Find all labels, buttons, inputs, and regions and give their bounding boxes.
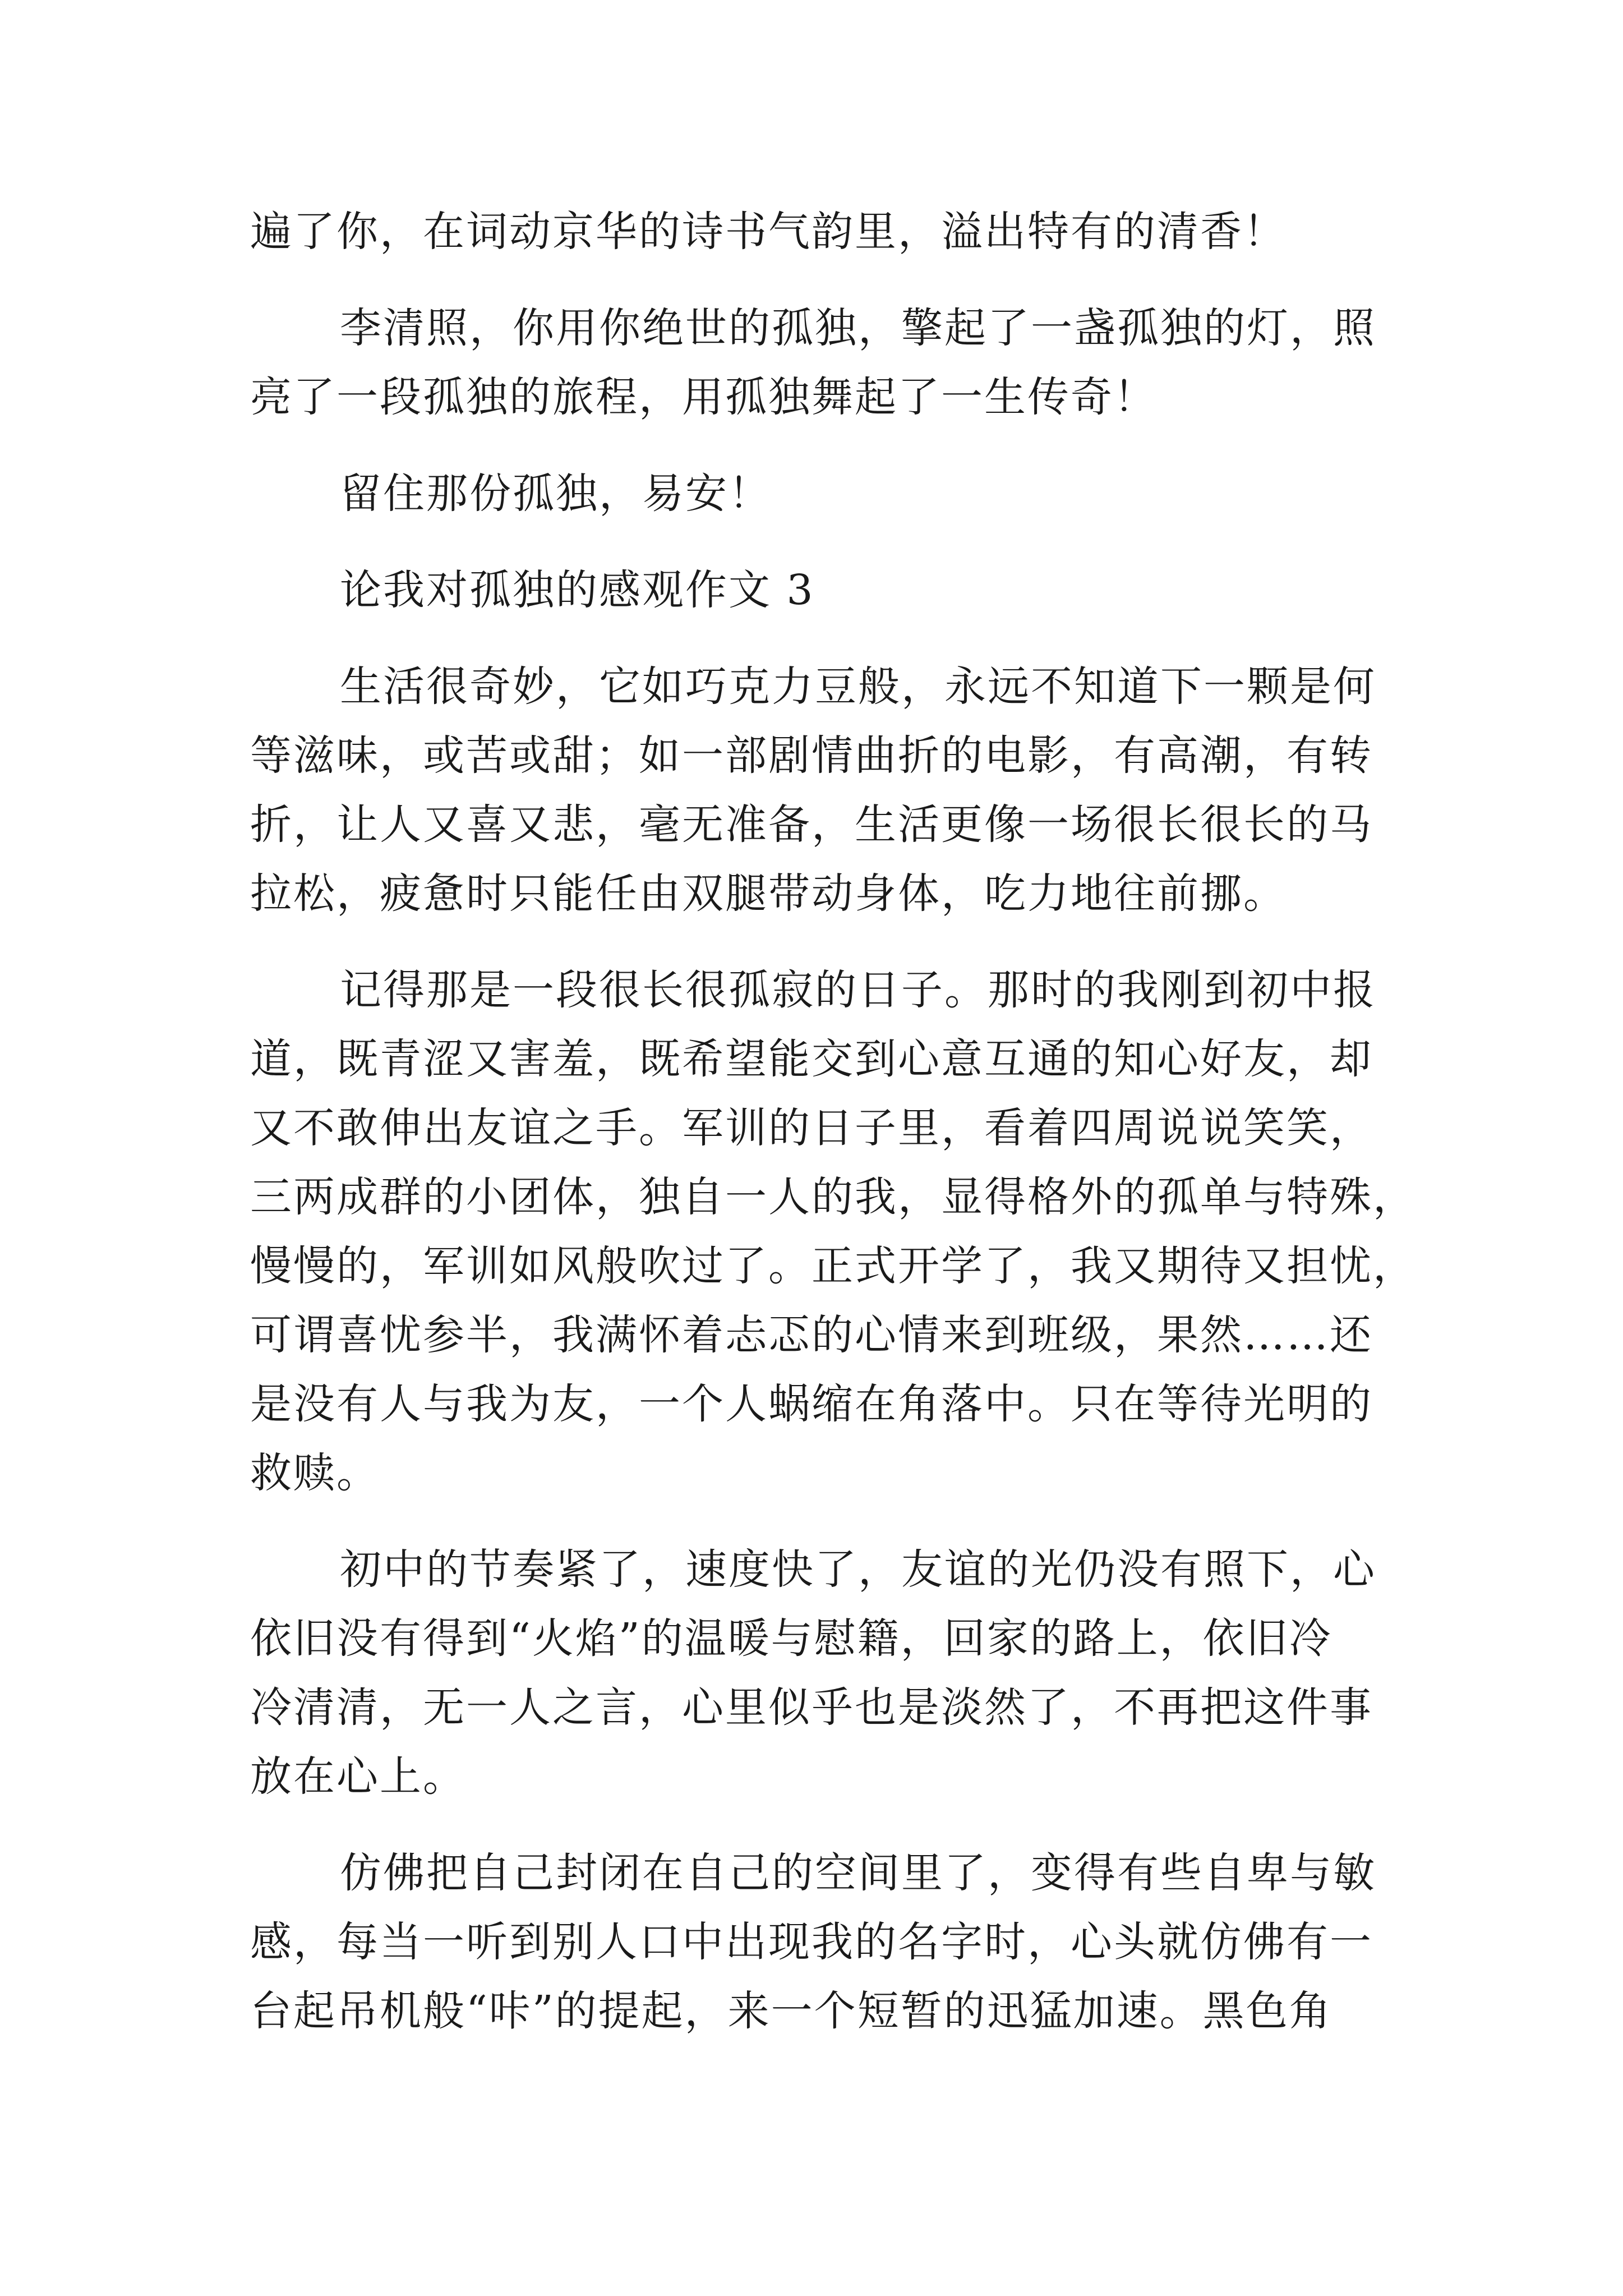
paragraph-first-line: 记得那是一段很长很孤寂的日子。那时的我刚到初中报 [340, 966, 1376, 1014]
text-line: 拉松，疲惫时只能任由双腿带动身体，吃力地往前挪。 [250, 869, 1287, 918]
text-line: 放在心上。 [250, 1752, 466, 1801]
text-line: 慢慢的，军训如风般吹过了。正式开学了，我又期待又担忧， [250, 1242, 1416, 1290]
paragraph-first-line: 留住那份孤独，易安！ [340, 470, 772, 518]
paragraph-first-line: 李清照，你用你绝世的孤独，擎起了一盏孤独的灯，照 [340, 304, 1376, 352]
text-line: 折，让人又喜又悲，毫无准备，生活更像一场很长很长的马 [250, 800, 1373, 849]
text-line: 冷清清，无一人之言，心里似乎也是淡然了，不再把这件事 [250, 1683, 1373, 1732]
document-body [250, 197, 1416, 2046]
text-line: 三两成群的小团体，独自一人的我，显得格外的孤单与特殊， [250, 1173, 1416, 1221]
text-line: 是没有人与我为友，一个人蜗缩在角落中。只在等待光明的 [250, 1380, 1373, 1428]
paragraph-first-line: 初中的节奏紧了，速度快了，友谊的光仍没有照下，心 [340, 1545, 1376, 1594]
text-line: 感，每当一听到别人口中出现我的名字时，心头就仿佛有一 [250, 1918, 1373, 1966]
paragraph-first-line: 仿佛把自己封闭在自己的空间里了，变得有些自卑与敏 [340, 1849, 1376, 1897]
section-heading: 论我对孤独的感观作文 3 [340, 566, 815, 614]
paragraph-first-line: 生活很奇妙，它如巧克力豆般，永远不知道下一颗是何 [340, 662, 1376, 711]
text-line: 依旧没有得到“火焰”的温暖与慰籍，回家的路上，依旧冷 [250, 1614, 1332, 1663]
text-line: 又不敢伸出友谊之手。军训的日子里，看着四周说说笑笑， [250, 1104, 1373, 1152]
text-line: 亮了一段孤独的旅程，用孤独舞起了一生传奇！ [250, 373, 1157, 421]
text-line: 可谓喜忧参半，我满怀着忐忑的心情来到班级，果然……还 [250, 1311, 1373, 1359]
text-line: 等滋味，或苦或甜；如一部剧情曲折的电影，有高潮，有转 [250, 731, 1373, 780]
text-line: 救赎。 [250, 1449, 380, 1497]
text-line: 遍了你，在词动京华的诗书气韵里，溢出特有的清香！ [250, 208, 1287, 256]
text-line: 道，既青涩又害羞，既希望能交到心意互通的知心好友，却 [250, 1035, 1373, 1083]
text-line: 台起吊机般“咔”的提起，来一个短暂的迅猛加速。黑色角 [250, 1987, 1332, 2035]
